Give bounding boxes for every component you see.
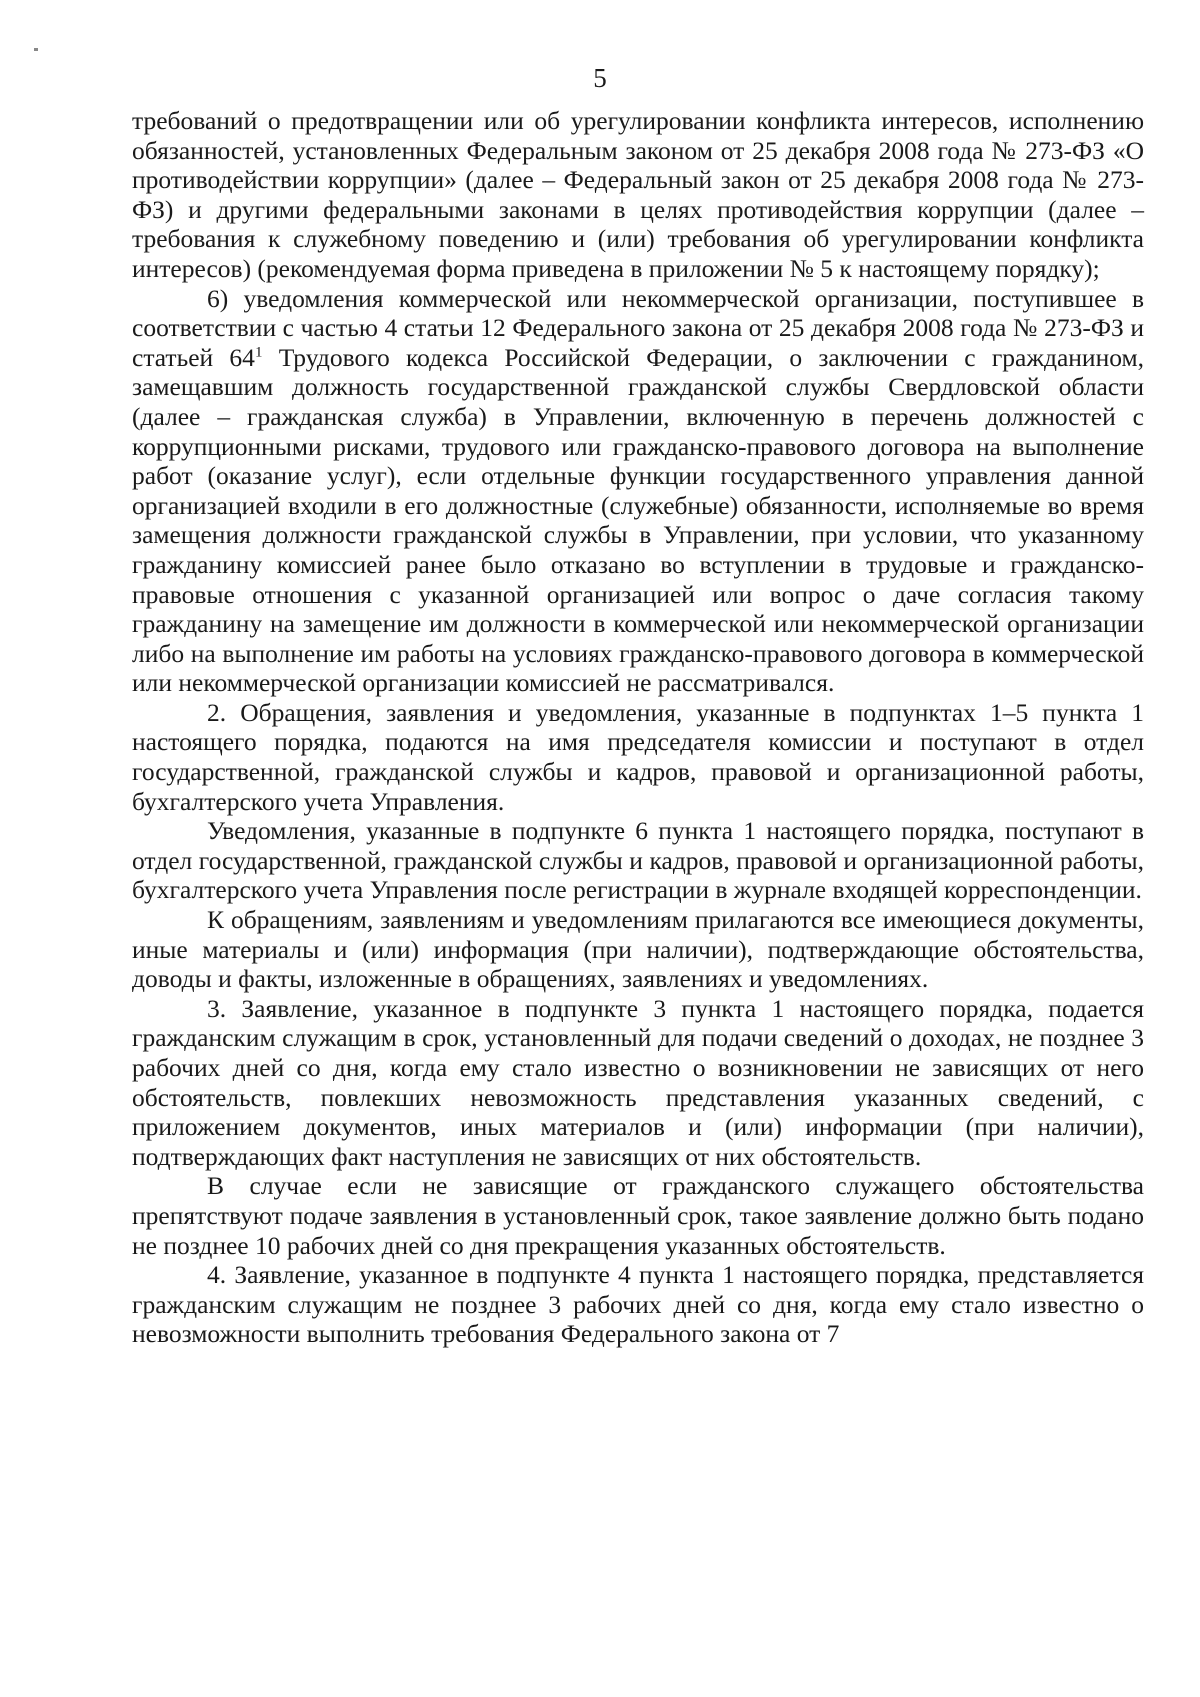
paragraph-continuation: требований о предотвращении или об урегулировании конфликта интересов, исполнению обязанностей, установленных Федеральным законом от 25 декабря 2008 года № 273-ФЗ «О противодействии коррупции» (далее – Федеральный закон от 25 декабря 2008 года № 273-ФЗ) и другими федеральными законами в целях противодействия коррупции (далее – требования к служебному поведению и (или) требования об урегулировании конфликта интересов) (рекомендуемая форма приведена в приложении № 5 к настоящему порядку); <box>132 106 1144 283</box>
paragraph-point-3-case: В случае если не зависящие от гражданского служащего обстоятельства препятствуют подаче заявления в установленный срок, такое заявление должно быть подано не позднее 10 рабочих дней со дня прекращения указанных обстоятельств. <box>132 1171 1144 1260</box>
paragraph-point-2-notices: Уведомления, указанные в подпункте 6 пункта 1 настоящего порядка, поступают в отдел государственной, гражданской службы и кадров, правовой и организационной работы, бухгалтерского учета Управления после регистрации в журнале входящей корреспонденции. <box>132 816 1144 905</box>
paragraph-point-2: 2. Обращения, заявления и уведомления, указанные в подпунктах 1–5 пункта 1 настоящего порядка, подаются на имя председателя комиссии и поступают в отдел государственной, гражданской службы и кадров, правовой и организационной работы, бухгалтерского учета Управления. <box>132 697 1144 816</box>
paragraph-item-6-text-end: Трудового кодекса Российской Федерации, о заключении с гражданином, замещавшим должность государственной гражданской службы Свердловской области (далее – гражданская служба) в Управлении, включенную в перечень должностей с коррупционными рисками, трудового или гражданско-правового договора на выполнение работ (оказание услуг), если отдельные функции государственного управления данной организацией входили в его должностные (служебные) обязанности, исполняемые во время замещения должности гражданской службы в Управлении, при условии, что указанному гражданину комиссией ранее было отказано во вступлении в трудовые и гражданско-правовые отношения с указанной организацией или вопрос о даче согласия такому гражданину на замещение им должности в коммерческой или некоммерческой организации либо на выполнение им работы на условиях гражданско-правового договора в коммерческой или некоммерческой организации комиссией не рассматривался. <box>132 342 1145 698</box>
paragraph-item-6-text-start: 6) уведомления коммерческой или некоммерческой организации, поступившее в соответствии с частью 4 статьи 12 Федерального закона от 25 декабря 2008 года № 273-ФЗ и статьей 64 <box>132 283 1144 372</box>
paragraph-point-4: 4. Заявление, указанное в подпункте 4 пункта 1 настоящего порядка, представляется гражданским служащим не позднее 3 рабочих дней со дня, когда ему стало известно о невозможности выполнить требования Федерального закона от 7 <box>132 1260 1144 1349</box>
paragraph-point-2-attachments: К обращениям, заявлениям и уведомлениям прилагаются все имеющиеся документы, иные материалы и (или) информация (при наличии), подтверждающие обстоятельства, доводы и факты, изложенные в обращениях, заявлениях и уведомлениях. <box>132 905 1144 994</box>
document-body <box>132 106 1144 1349</box>
paragraph-point-3: 3. Заявление, указанное в подпункте 3 пункта 1 настоящего порядка, подается гражданским служащим в срок, установленный для подачи сведений о доходах, не позднее 3 рабочих дней со дня, когда ему стало известно о возникновении не зависящих от него обстоятельств, повлекших невозможность представления указанных сведений, с приложением документов, иных материалов и (или) информации (при наличии), подтверждающих факт наступления не зависящих от них обстоятельств. <box>132 993 1144 1171</box>
page-number: 5 <box>593 63 607 93</box>
scan-speck <box>34 48 38 51</box>
superscript-article-number: 1 <box>254 344 263 361</box>
paragraph-item-6 <box>132 284 1144 698</box>
